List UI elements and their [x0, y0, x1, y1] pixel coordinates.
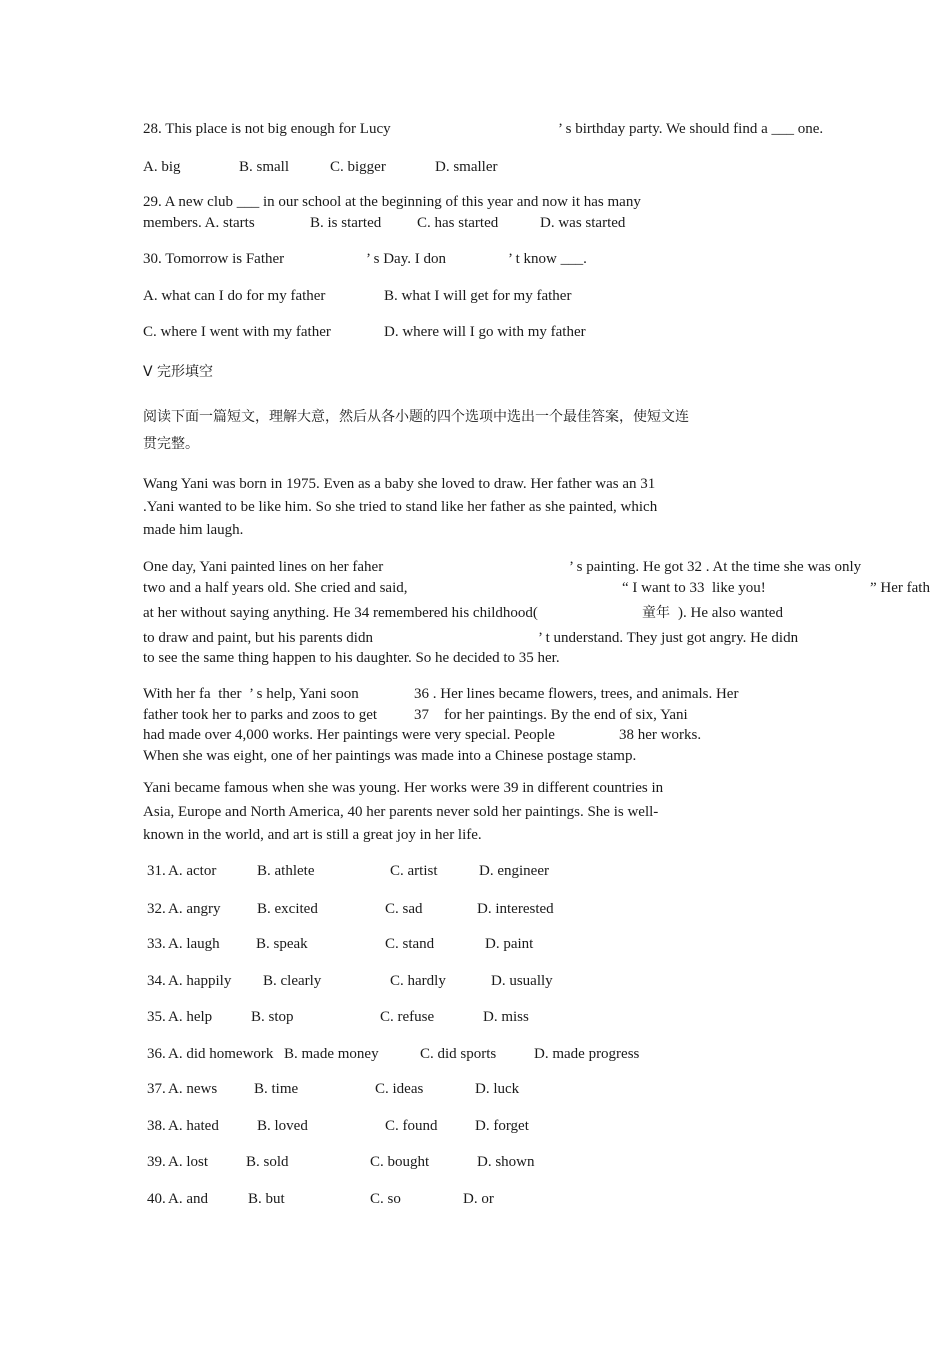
section-title: V 完形填空: [143, 364, 214, 380]
passage-p1-line: .Yani wanted to be like him. So she tried to stand like her father as she painted, which: [143, 499, 658, 515]
passage-p4-line: known in the world, and art is still a great joy in her life.: [143, 827, 482, 843]
passage-p2-line: to draw and paint, but his parents didn: [143, 630, 373, 646]
question-29-stem: 29. A new club ___ in our school at the beginning of this year and now it has many: [143, 194, 641, 210]
passage-p2-line: ’ t understand. They just got angry. He didn: [538, 630, 799, 646]
cloze-option-b: B. sold: [246, 1154, 289, 1170]
question-30-stem: 30. Tomorrow is Father: [143, 251, 285, 267]
cloze-option-c: C. stand: [385, 936, 435, 952]
passage-p3-line: had made over 4,000 works. Her paintings were very special. People: [143, 727, 555, 743]
cloze-option-c: C. did sports: [420, 1046, 497, 1062]
question-30-option-d: D. where will I go with my father: [384, 324, 586, 340]
cloze-option-a: A. angry: [168, 901, 221, 917]
question-29-option-d: D. was started: [540, 215, 626, 231]
cloze-option-c: C. hardly: [390, 973, 446, 989]
cloze-option-a: A. did homework: [168, 1046, 274, 1062]
passage-p2-line: ). He also wanted: [678, 605, 783, 621]
cloze-option-d: D. luck: [475, 1081, 520, 1097]
cloze-option-b: B. athlete: [257, 863, 315, 879]
cloze-option-c: C. ideas: [375, 1081, 424, 1097]
cloze-number: 37.: [147, 1081, 166, 1097]
passage-p2-line: at her without saying anything. He 34 remembered his childhood(: [143, 605, 538, 621]
cloze-number: 34.: [147, 973, 166, 989]
cloze-option-d: D. forget: [475, 1118, 529, 1134]
cloze-option-c: C. found: [385, 1118, 438, 1134]
question-30-stem-cont: ’ s Day. I don: [366, 251, 446, 267]
cloze-option-a: A. laugh: [168, 936, 220, 952]
passage-p2-gloss: 童年: [642, 605, 670, 621]
question-29-option-c: C. has started: [417, 215, 499, 231]
passage-p2-line: One day, Yani painted lines on her faher: [143, 559, 384, 575]
passage-p3-line: With her fa ther ’ s help, Yani soon: [143, 686, 359, 702]
question-30-option-c: C. where I went with my father: [143, 324, 331, 340]
passage-p2-line: to see the same thing happen to his daughter. So he decided to 35 her.: [143, 650, 560, 666]
cloze-option-c: C. artist: [390, 863, 438, 879]
cloze-option-d: D. engineer: [479, 863, 549, 879]
cloze-option-a: A. news: [168, 1081, 218, 1097]
question-30-stem-end: ’ t know ___.: [508, 251, 587, 267]
cloze-option-c: C. sad: [385, 901, 423, 917]
cloze-number: 38.: [147, 1118, 166, 1134]
question-28-stem-cont: ’ s birthday party. We should find a ___ one.: [558, 121, 824, 137]
cloze-option-d: D. usually: [491, 973, 553, 989]
question-28-stem: 28. This place is not big enough for Lucy: [143, 121, 391, 137]
cloze-option-b: B. clearly: [263, 973, 322, 989]
cloze-option-d: D. interested: [477, 901, 554, 917]
cloze-option-c: C. refuse: [380, 1009, 435, 1025]
cloze-option-a: A. help: [168, 1009, 213, 1025]
cloze-option-d: D. or: [463, 1191, 494, 1207]
passage-p1-line: made him laugh.: [143, 522, 244, 538]
cloze-option-a: A. lost: [168, 1154, 209, 1170]
passage-p3-line: 38 her works.: [619, 727, 702, 743]
cloze-number: 35.: [147, 1009, 166, 1025]
cloze-number: 31.: [147, 863, 166, 879]
cloze-option-d: D. miss: [483, 1009, 529, 1025]
cloze-option-b: B. time: [254, 1081, 299, 1097]
cloze-option-a: A. hated: [168, 1118, 219, 1134]
cloze-option-b: B. made money: [284, 1046, 379, 1062]
cloze-option-d: D. made progress: [534, 1046, 640, 1062]
question-29-option-a: members. A. starts: [143, 215, 255, 231]
passage-p4-line: Yani became famous when she was young. Her works were 39 in different countries in: [143, 780, 664, 796]
passage-p1-line: Wang Yani was born in 1975. Even as a baby she loved to draw. Her father was an 31: [143, 476, 656, 492]
section-instruction-cont: 贯完整。: [143, 436, 199, 452]
question-29-option-b: B. is started: [310, 215, 382, 231]
cloze-number: 40.: [147, 1191, 166, 1207]
question-30-option-a: A. what can I do for my father: [143, 288, 326, 304]
passage-p4-line: Asia, Europe and North America, 40 her parents never sold her paintings. She is well-: [143, 804, 659, 820]
question-28-option-b: B. small: [239, 159, 290, 175]
cloze-option-d: D. shown: [477, 1154, 535, 1170]
cloze-option-b: B. stop: [251, 1009, 294, 1025]
question-30-option-b: B. what I will get for my father: [384, 288, 572, 304]
question-28-option-c: C. bigger: [330, 159, 386, 175]
passage-p2-line: ’ s painting. He got 32 . At the time she was only: [569, 559, 862, 575]
passage-p3-line: When she was eight, one of her paintings was made into a Chinese postage stamp.: [143, 748, 637, 764]
question-28-option-a: A. big: [143, 159, 181, 175]
cloze-number: 39.: [147, 1154, 166, 1170]
cloze-option-b: B. but: [248, 1191, 285, 1207]
cloze-option-b: B. loved: [257, 1118, 308, 1134]
cloze-number: 32.: [147, 901, 166, 917]
passage-p3-line: 36 . Her lines became flowers, trees, and animals. Her: [414, 686, 739, 702]
passage-p3-line: father took her to parks and zoos to get: [143, 707, 378, 723]
section-instruction: 阅读下面一篇短文，理解大意，然后从各小题的四个选项中选出一个最佳答案，使短文连: [143, 409, 689, 425]
cloze-number: 33.: [147, 936, 166, 952]
passage-p2-line: “ I want to 33 like you!: [622, 580, 766, 596]
passage-p2-line: two and a half years old. She cried and said,: [143, 580, 408, 596]
cloze-option-b: B. excited: [257, 901, 318, 917]
cloze-option-c: C. so: [370, 1191, 401, 1207]
cloze-option-d: D. paint: [485, 936, 534, 952]
passage-p3-line: 37 for her paintings. By the end of six, Yani: [414, 707, 688, 723]
cloze-option-b: B. speak: [256, 936, 308, 952]
cloze-option-a: A. actor: [168, 863, 217, 879]
cloze-option-c: C. bought: [370, 1154, 430, 1170]
passage-p2-line: ” Her fath: [870, 580, 930, 596]
cloze-option-a: A. and: [168, 1191, 208, 1207]
cloze-option-a: A. happily: [168, 973, 232, 989]
cloze-number: 36.: [147, 1046, 166, 1062]
question-28-option-d: D. smaller: [435, 159, 498, 175]
